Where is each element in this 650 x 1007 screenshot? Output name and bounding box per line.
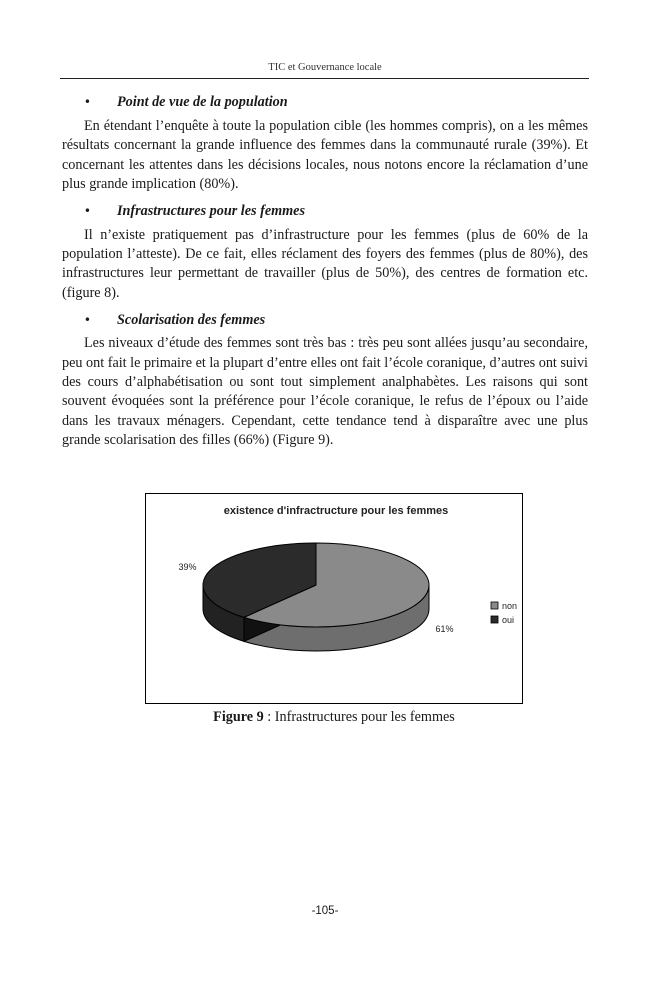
figure-label: Figure 9 xyxy=(213,709,264,725)
data-label-non: 61% xyxy=(435,623,454,634)
bullet-icon: • xyxy=(83,312,91,327)
pie-chart xyxy=(146,494,522,703)
section-heading-text: Point de vue de la population xyxy=(117,94,288,111)
section-heading xyxy=(62,201,588,223)
legend-label-oui: oui xyxy=(502,615,515,625)
pie-group xyxy=(178,543,453,651)
section-paragraph: Les niveaux d’étude des femmes sont très bas : très peu sont allées jusqu’au secondaire, peu ont fait le primaire et la plupart d’entre elles ont fait l’école coranique, d’autres ont suivi des cours d’alphabétisation ou sont tout simplement analphabètes. Les raisons qui sont souvent évoquées sont la préférence pour l’école coranique, le refus de l’époux ou l’aide dans les travaux ménagers. Cependant, cette tendance tend à disparaître avec une plus grande scolarisation des filles (66%) (Figure 9). xyxy=(62,335,588,449)
section-heading xyxy=(62,92,588,114)
chart-title: existence d'infractructure pour les femmes xyxy=(223,505,449,517)
bullet-icon: • xyxy=(83,95,91,110)
section-paragraph: Il n’existe pratiquement pas d’infrastructure pour les femmes (plus de 60% de la population l’atteste). De ce fait, elles réclament des foyers des femmes (plus de 80%), des infrastructures leur permettant de travailler (plus de 50%), des centres de formation etc. (figure 8). xyxy=(62,226,588,301)
section-heading xyxy=(62,309,588,331)
figure-caption-text: : Infrastructures pour les femmes xyxy=(263,709,455,725)
pie-chart-frame xyxy=(145,493,523,704)
figure-caption xyxy=(145,709,523,726)
header-rule xyxy=(60,78,589,79)
running-header: TIC et Gouvernance locale xyxy=(268,62,382,73)
section-heading-text: Infrastructures pour les femmes xyxy=(117,202,306,219)
section-heading-text: Scolarisation des femmes xyxy=(117,311,266,328)
legend-swatch-oui xyxy=(491,616,498,623)
bullet-icon: • xyxy=(83,203,91,218)
page-body xyxy=(62,92,588,457)
legend-swatch-non xyxy=(491,602,498,609)
legend-label-non: non xyxy=(502,601,518,611)
data-label-oui: 39% xyxy=(178,562,197,573)
section-paragraph: En étendant l’enquête à toute la population cible (les hommes compris), on a les mêmes résultats concernant la grande influence des femmes dans la communauté rurale (39%). Et concernant les attentes dans les décisions locales, nous notons encore la réclamation d’une plus grande implication (80%). xyxy=(62,118,588,193)
chart-legend xyxy=(491,601,517,625)
page-number: -105- xyxy=(311,905,339,917)
